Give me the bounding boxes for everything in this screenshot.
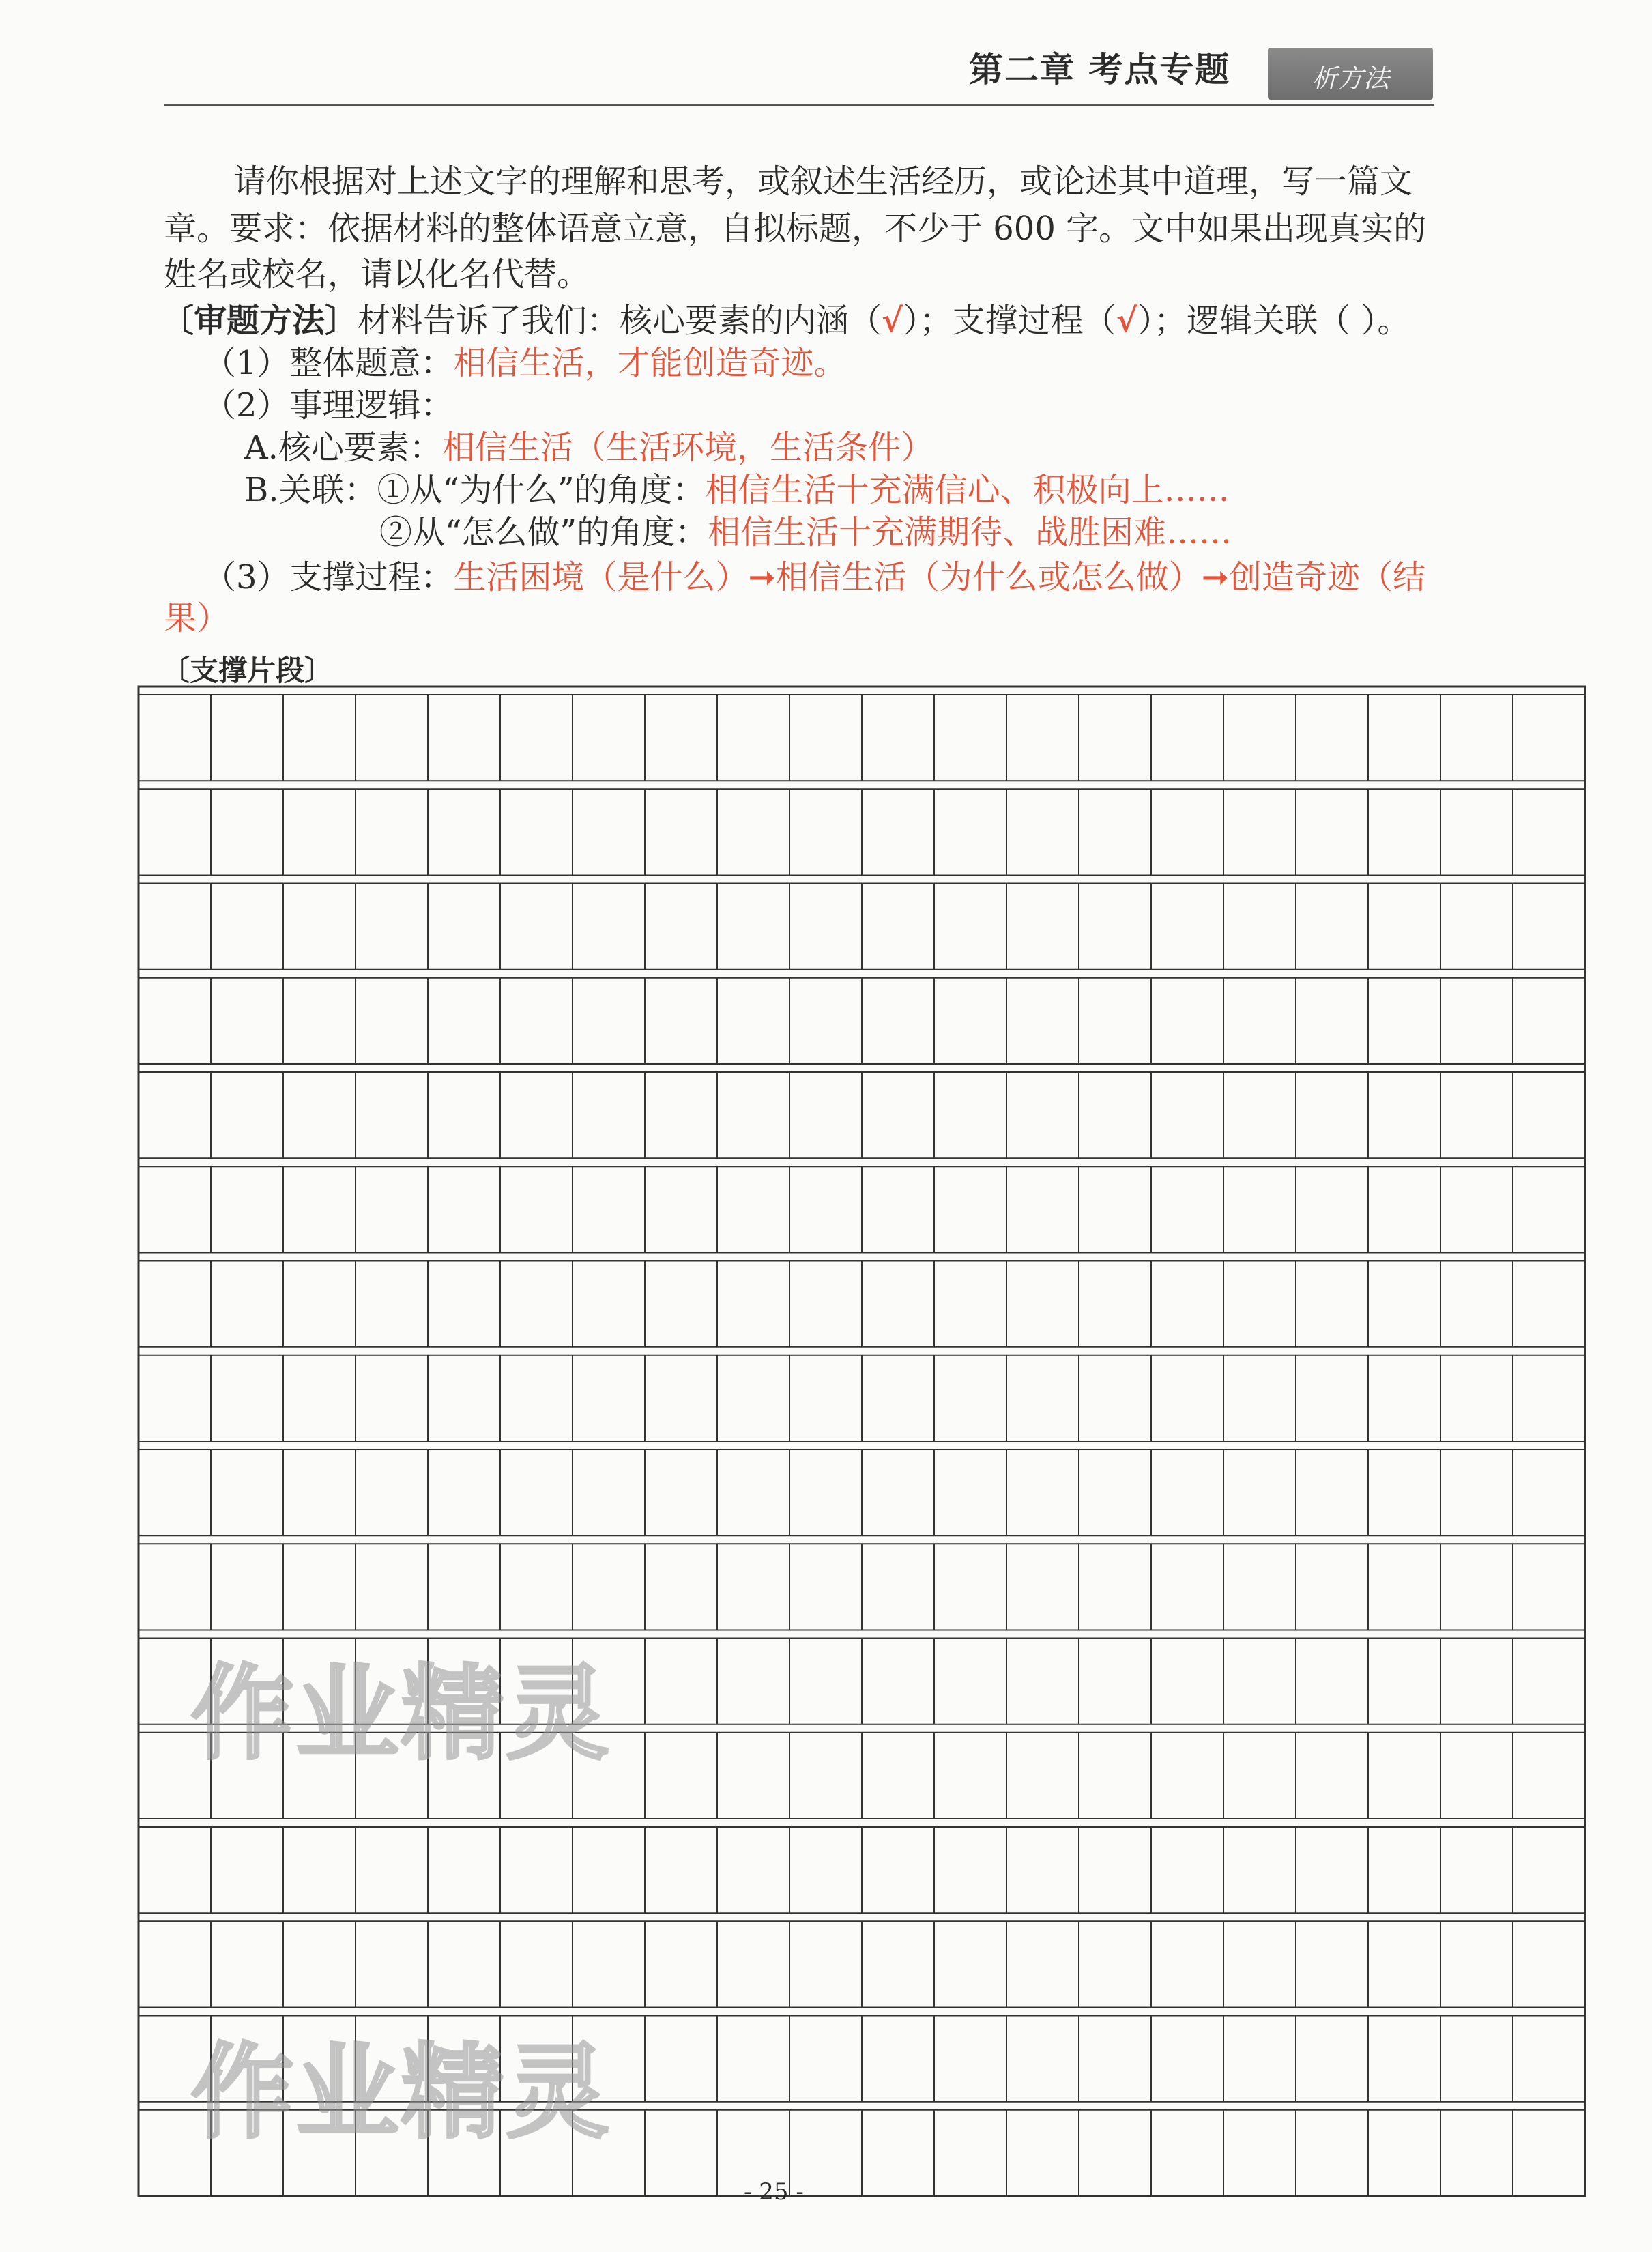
- method-text-a: 材料告诉了我们：核心要素的内涵（: [358, 302, 882, 340]
- item-b2-answer: 相信生活十充满期待、战胜困难……: [708, 513, 1232, 551]
- watermark: 作业精灵: [191, 2034, 612, 2152]
- item-3-answer-line-1: 生活困境（是什么）➞相信生活（为什么或怎么做）➞创造奇迹（结: [453, 558, 1425, 596]
- item-1-label: （1）整体题意：: [203, 344, 454, 382]
- item-3-answer-line-2: 果）: [164, 599, 230, 637]
- watermark: 作业精灵: [191, 1655, 612, 1774]
- logo-text: 析方法: [1311, 63, 1389, 93]
- method-text-c: ）；逻辑关联（ ）。: [1137, 302, 1410, 340]
- header-rule: [164, 104, 1434, 106]
- prompt-line-2: 章。要求：依据材料的整体语意立意，自拟标题，不少于 600 字。文中如果出现真实的: [164, 210, 1427, 248]
- check-mark-1: √: [882, 302, 903, 340]
- item-1-answer: 相信生活，才能创造奇迹。: [453, 344, 847, 382]
- method-label: 〔审题方法〕: [161, 302, 358, 340]
- page-number: - 25 -: [744, 2178, 804, 2206]
- item-b: [244, 470, 1230, 510]
- item-b1-answer: 相信生活十充满信心、积极向上……: [705, 471, 1230, 509]
- method-text-b: ）；支撑过程（: [903, 302, 1116, 340]
- item-a: [244, 427, 933, 468]
- item-b2-label: ②从“怎么做”的角度：: [379, 513, 708, 551]
- item-3: [203, 557, 1425, 598]
- method-logo: [1268, 48, 1433, 100]
- prompt-line-3: 姓名或校名，请以化名代替。: [164, 255, 590, 293]
- prompt-line-1: 请你根据对上述文字的理解和思考，或叙述生活经历，或论述其中道理，写一篇文: [233, 162, 1413, 201]
- item-2-label: （2）事理逻辑：: [203, 386, 454, 424]
- item-3-label: （3）支撑过程：: [203, 558, 454, 596]
- chapter-title: 第二章 考点专题: [969, 49, 1231, 89]
- item-b2: [379, 512, 1232, 553]
- method-intro: [161, 300, 1410, 341]
- item-a-answer: 相信生活（生活环境，生活条件）: [441, 429, 933, 467]
- item-1: [203, 343, 847, 384]
- check-mark-2: √: [1116, 302, 1138, 340]
- item-b-label: B.关联：①从“为什么”的角度：: [244, 471, 706, 509]
- grid-label: 〔支撑片段〕: [161, 654, 334, 687]
- writing-grid: [136, 684, 1587, 2199]
- item-a-label: A.核心要素：: [244, 429, 442, 467]
